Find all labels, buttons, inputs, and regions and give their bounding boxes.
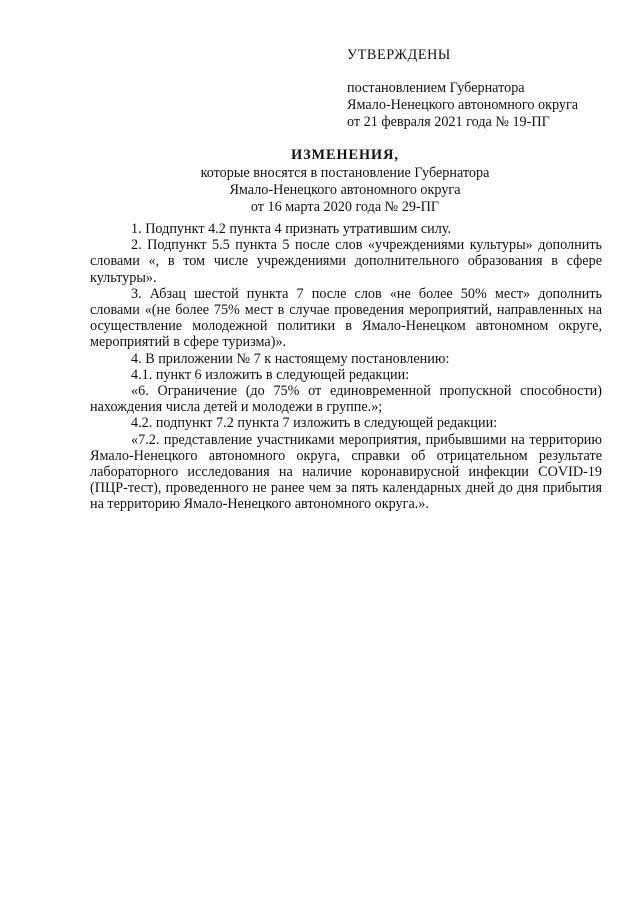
document-title: ИЗМЕНЕНИЯ, [291,147,399,163]
approval-line-1: постановлением Губернатора [347,80,525,96]
paragraph-1: 1. Подпункт 4.2 пункта 4 признать утратившим силу. [131,221,452,237]
paragraph-3: 3. Абзац шестой пункта 7 после слов «не более 50% мест» дополнить словами «(не более 75% мест в случае проведения мероприятий, направленных на осуществление молодежной политики в Ямало-Ненецком автономном округе, мероприятий в сфере туризма)». [90,285,602,351]
title-line-2: Ямало-Ненецкого автономного округа [229,182,461,198]
paragraph-item-6: «6. Ограничение (до 75% от единовременной пропускной способности) нахождения числа детей и молодежи в группе.»; [90,383,602,416]
approval-heading: УТВЕРЖДЕНЫ [347,47,451,63]
paragraph-4-2: 4.2. подпункт 7.2 пункта 7 изложить в следующей редакции: [131,415,498,432]
title-line-1: которые вносятся в постановление Губернатора [200,165,490,181]
paragraph-4-1: 4.1. пункт 6 изложить в следующей редакции: [131,366,410,383]
paragraph-4: 4. В приложении № 7 к настоящему постановлению: [131,350,450,367]
document-body [90,221,602,513]
title-line-3: от 16 марта 2020 года № 29-ПГ [250,199,440,215]
paragraph-item-7-2: «7.2. представление участниками мероприятия, прибывшими на территорию Ямало-Ненецкого автономного округа, справки об отрицательном результате лабораторного исследования на наличие коронавирусной инфекции COVID-19 (ПЦР-тест), проведенного не ранее чем за пять календарных дней до дня прибытия на территорию Ямало-Ненецкого автономного округа.». [90,431,602,513]
document-title-block [90,147,600,216]
paragraph-2: 2. Подпункт 5.5 пункта 5 после слов «учреждениями культуры» дополнить словами «, в том числе учреждениями дополнительного образования в сфере культуры». [90,237,602,286]
approval-stamp [347,47,578,131]
approval-line-2: Ямало-Ненецкого автономного округа [347,97,579,113]
approval-line-3: от 21 февраля 2021 года № 19-ПГ [347,114,550,130]
